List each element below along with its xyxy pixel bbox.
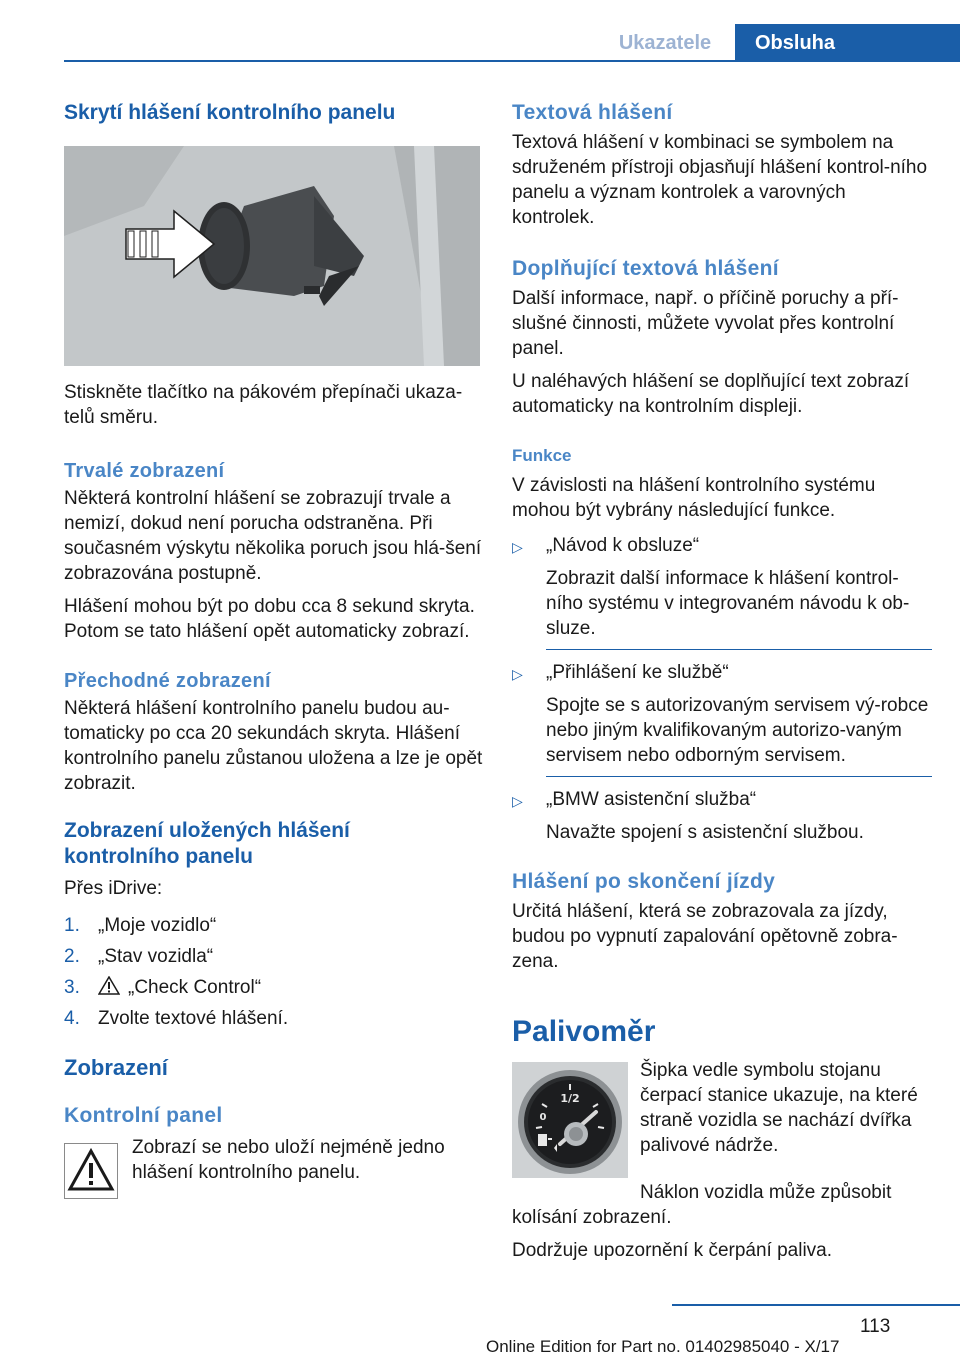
paragraph-temporary: Některá hlášení kontrolního panelu budou au-tomaticky po cca 20 sekundách skryta. Hlášení kontrolního panelu zůstanou uložena a lze je opět zobrazit. xyxy=(64,698,483,794)
list-divider xyxy=(546,776,932,777)
fuel-gauge-row xyxy=(512,1062,932,1184)
stalk-illustration xyxy=(64,146,480,366)
section-title-functions: Funkce xyxy=(512,446,572,465)
list-item xyxy=(64,975,484,1000)
step-text: „Moje vozidlo“ xyxy=(98,915,217,936)
paragraph-additional-2: U naléhavých hlášení se doplňující text zobrazí automaticky na kontrolním displeji. xyxy=(512,371,910,417)
paragraph-fuel-refuel: Dodržuje upozornění k čerpání paliva. xyxy=(512,1240,833,1261)
turn-signal-stalk-figure xyxy=(64,146,480,366)
section-title-permanent: Trvalé zobrazení xyxy=(64,460,225,482)
function-description: Zobrazit další informace k hlášení kontrol-ního systému v integrovaném návodu k ob-sluze. xyxy=(546,568,910,639)
paragraph-fuel-arrow: Šipka vedle symbolu stojanu čerpací stanice ukazuje, na které straně vozidla se nachází dvířka palivové nádrže. xyxy=(640,1060,918,1156)
paragraph-press-button: Stiskněte tlačítko na pákovém přepínači ukaza-telů směru. xyxy=(64,382,463,428)
step-number: 2. xyxy=(64,946,80,967)
list-item xyxy=(512,787,932,845)
list-item xyxy=(64,913,484,938)
step-text: Zvolte textové hlášení. xyxy=(98,1008,289,1029)
list-item xyxy=(512,533,932,650)
header-rule xyxy=(64,60,960,62)
fuel-gauge-icon xyxy=(512,1062,628,1178)
header-tab-ukazatele[interactable]: Ukazatele xyxy=(618,32,712,54)
stored-title-line-1: Zobrazení uložených hlášení xyxy=(64,819,350,842)
section-title-additional-messages: Doplňující textová hlášení xyxy=(512,257,779,280)
function-description: Spojte se s autorizovaným servisem vý-robce nebo jiným kvalifikovaným autorizo-vaným servisem nebo odborným servisem. xyxy=(546,695,929,766)
function-title: „Návod k obsluze“ xyxy=(546,535,700,556)
control-panel-row xyxy=(64,1137,484,1203)
list-item xyxy=(512,660,932,777)
list-item xyxy=(64,944,484,969)
paragraph-additional-1: Další informace, např. o příčině poruchy a pří-slušné činnosti, můžete vyvolat přes kontrolní panel. xyxy=(512,288,899,359)
warning-triangle-icon xyxy=(98,976,120,995)
triangle-bullet-icon: ▷ xyxy=(512,793,523,809)
right-column xyxy=(512,100,932,1263)
list-item xyxy=(64,1006,484,1031)
step-number: 4. xyxy=(64,1008,80,1029)
footer-rule xyxy=(672,1304,960,1306)
section-title-hide-messages: Skrytí hlášení kontrolního panelu xyxy=(64,101,396,124)
function-description: Navažte spojení s asistenční službou. xyxy=(546,822,864,843)
functions-list xyxy=(512,533,932,845)
list-divider xyxy=(546,649,932,650)
paragraph-control-panel: Zobrazí se nebo uloží nejméně jedno hlášení kontrolního panelu. xyxy=(132,1137,445,1183)
section-title-temporary: Přechodné zobrazení xyxy=(64,670,271,692)
section-title-after-drive: Hlášení po skončení jízdy xyxy=(512,870,776,893)
warning-triangle-icon xyxy=(64,1143,118,1199)
step-number: 3. xyxy=(64,977,80,998)
paragraph-text-messages: Textová hlášení v kombinaci se symbolem na sdruženém přístroji objasňují hlášení kontrol-ního panelu a význam kontrolek a varovných kontrolek. xyxy=(512,132,928,228)
section-title-display: Zobrazení xyxy=(64,1055,168,1080)
left-column xyxy=(64,100,484,1203)
idrive-steps-list xyxy=(64,913,484,1031)
gauge-zero-label: 0 xyxy=(539,1112,547,1123)
function-title: „BMW asistenční služba“ xyxy=(546,789,757,810)
section-title-stored-messages xyxy=(64,818,484,870)
step-number: 1. xyxy=(64,915,80,936)
step-text: „Check Control“ xyxy=(128,977,262,998)
paragraph-permanent-2: Hlášení mohou být po dobu cca 8 sekund skryta. Potom se tato hlášení opět automaticky zobrazí. xyxy=(64,596,475,642)
section-title-control-panel: Kontrolní panel xyxy=(64,1104,223,1127)
paragraph-after-drive: Určitá hlášení, která se zobrazovala za jízdy, budou po vypnutí zapalování opětovně zobra-zena. xyxy=(512,901,898,972)
stored-title-line-2: kontrolního panelu xyxy=(64,845,253,868)
triangle-bullet-icon: ▷ xyxy=(512,539,523,555)
function-title: „Přihlášení ke službě“ xyxy=(546,662,729,683)
triangle-bullet-icon: ▷ xyxy=(512,666,523,682)
edition-note: Online Edition for Part no. 01402985040 - X/17 xyxy=(486,1337,840,1356)
header-tab-obsluha[interactable]: Obsluha xyxy=(735,24,960,62)
section-title-text-messages: Textová hlášení xyxy=(512,101,673,124)
paragraph-idrive: Přes iDrive: xyxy=(64,878,163,899)
page-number: 113 xyxy=(860,1316,891,1337)
paragraph-permanent-1: Některá kontrolní hlášení se zobrazují trvale a nemizí, dokud není porucha odstraněna. Při současném výskytu několika poruch jsou hlá-šení zobrazována postupně. xyxy=(64,488,482,584)
paragraph-functions: V závislosti na hlášení kontrolního systému mohou být vybrány následující funkce. xyxy=(512,475,876,521)
step-text: „Stav vozidla“ xyxy=(98,946,214,967)
section-title-fuel-gauge: Palivoměr xyxy=(512,1015,656,1048)
paragraph-fuel-tilt: Náklon vozidla může způsobit kolísání zobrazení. xyxy=(512,1182,892,1228)
gauge-half-label: 1/2 xyxy=(560,1092,580,1105)
